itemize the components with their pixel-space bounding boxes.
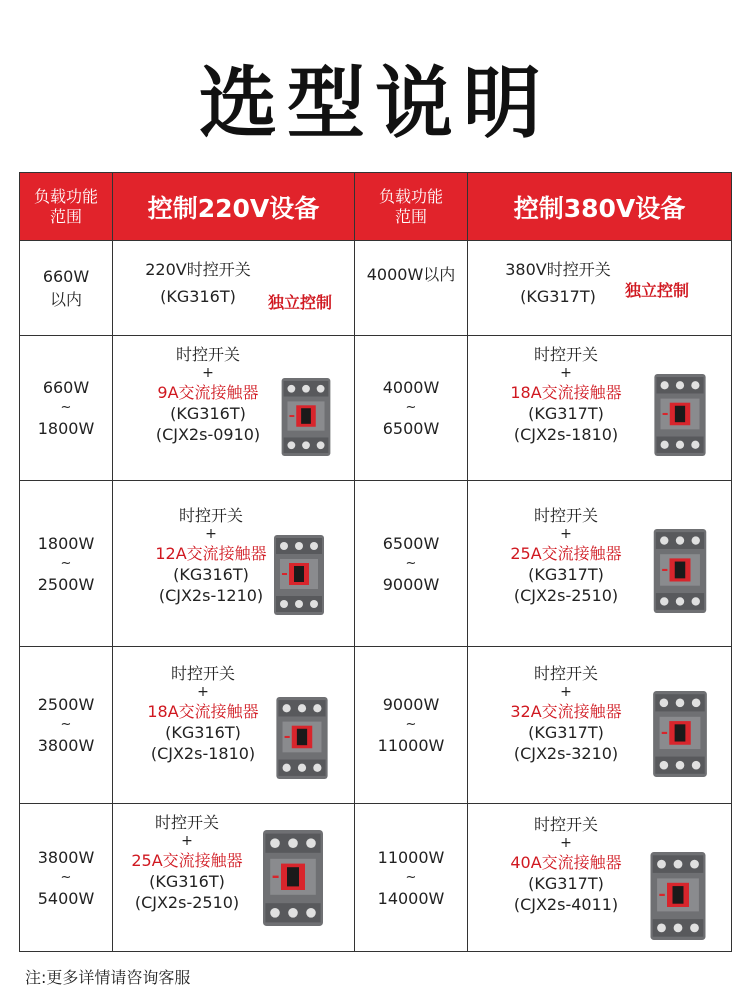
table-row: [20, 804, 732, 952]
range-cell-220: [20, 804, 113, 952]
spec-block: [128, 344, 288, 445]
spec-block: [486, 663, 646, 764]
contactor-label: 40A交流接触器: [510, 853, 622, 872]
switch-label: 时控开关: [154, 813, 219, 832]
range-tilde: ~: [60, 717, 72, 732]
switch-label: 时控开关: [533, 815, 598, 834]
range-bottom: 14000W: [377, 888, 445, 908]
independent-control-label: 独立控制: [268, 293, 333, 312]
ac-contactor-icon: [648, 852, 708, 940]
range-cell-220: [20, 481, 113, 647]
ac-contactor-icon: [651, 529, 709, 613]
ac-contactor-icon: [281, 378, 331, 456]
code-label: (CJX2s-4011): [513, 895, 619, 914]
spec-cell-380: [468, 336, 732, 481]
model-label: (KG316T): [165, 723, 241, 742]
model-label: (KG317T): [520, 287, 596, 306]
range-tilde: ~: [405, 869, 417, 885]
range-cell-380: [355, 647, 468, 804]
spec-block: [483, 259, 633, 307]
range-tilde: ~: [60, 869, 72, 885]
range-cell-220: [20, 647, 113, 804]
ac-contactor-icon: [275, 697, 329, 779]
spec-block: [123, 259, 273, 307]
spec-block: [486, 505, 646, 606]
spec-cell-380: [468, 481, 732, 647]
header-380v: 控制380V设备: [468, 173, 732, 241]
model-label: (KG316T): [149, 872, 225, 891]
range-bottom: 6500W: [382, 419, 440, 438]
model-label: (KG317T): [528, 565, 604, 584]
range-top: 4000W: [382, 378, 440, 397]
range-bottom: 以内: [49, 290, 82, 309]
contactor-label: 18A交流接触器: [147, 702, 259, 721]
model-label: (KG316T): [170, 404, 246, 423]
spec-block: [486, 814, 646, 915]
switch-label: 时控开关: [533, 506, 598, 525]
table-row: [20, 647, 732, 804]
plus-sign: +: [560, 365, 572, 381]
range-top: 9000W: [382, 695, 440, 714]
model-label: (KG317T): [528, 404, 604, 423]
model-label: (KG316T): [173, 565, 249, 584]
range-tilde: ~: [60, 555, 72, 571]
table-row: [20, 336, 732, 481]
spec-cell-220: [113, 481, 355, 647]
contactor-label: 12A交流接触器: [155, 544, 267, 563]
code-label: (CJX2s-1210): [158, 586, 264, 605]
contactor-label: 25A交流接触器: [131, 851, 243, 870]
range-bottom: 11000W: [377, 736, 445, 755]
range-cell-380: [355, 241, 468, 336]
switch-label: 时控开关: [533, 664, 598, 683]
range-tilde: ~: [60, 400, 72, 415]
table-header-row: [20, 173, 732, 241]
code-label: (CJX2s-0910): [155, 425, 261, 444]
table-row: [20, 481, 732, 647]
code-label: (CJX2s-1810): [513, 425, 619, 444]
plus-sign: +: [560, 835, 572, 851]
range-cell-220: [20, 336, 113, 481]
range-cell-380: [355, 481, 468, 647]
model-label: (KG317T): [528, 874, 604, 893]
plus-sign: +: [560, 684, 572, 700]
spec-block: [107, 812, 267, 913]
contactor-label: 9A交流接触器: [157, 383, 259, 402]
range-tilde: ~: [405, 400, 417, 415]
switch-label: 220V时控开关: [145, 260, 251, 279]
spec-cell-220: [113, 804, 355, 952]
range-top: 1800W: [37, 533, 95, 553]
ac-contactor-icon: [653, 374, 707, 456]
plus-sign: +: [197, 684, 209, 700]
ac-contactor-icon: [263, 830, 323, 926]
plus-sign: +: [560, 526, 572, 542]
ac-contactor-icon: [273, 535, 325, 615]
switch-label: 时控开关: [533, 345, 598, 364]
spec-cell-220: [113, 336, 355, 481]
contactor-label: 25A交流接触器: [510, 544, 622, 563]
independent-control-label: 独立控制: [625, 281, 690, 300]
header-220v: 控制220V设备: [113, 173, 355, 241]
switch-label: 时控开关: [175, 345, 240, 364]
range-cell-220: [20, 241, 113, 336]
code-label: (CJX2s-2510): [513, 586, 619, 605]
range-bottom: 9000W: [382, 574, 440, 594]
range-tilde: ~: [405, 717, 417, 732]
spec-cell-380: [468, 241, 732, 336]
range-bottom: 2500W: [37, 574, 95, 594]
range-top: 2500W: [37, 695, 95, 714]
range-top: 6500W: [382, 533, 440, 553]
table-row: [20, 241, 732, 336]
spec-cell-380: [468, 804, 732, 952]
switch-label: 380V时控开关: [505, 260, 611, 279]
spec-cell-220: [113, 647, 355, 804]
contactor-label: 32A交流接触器: [510, 702, 622, 721]
range-tilde: ~: [405, 555, 417, 571]
plus-sign: +: [205, 526, 217, 542]
model-label: (KG316T): [160, 287, 236, 306]
range-top: 11000W: [377, 847, 445, 867]
spec-cell-220: [113, 241, 355, 336]
range-bottom: 3800W: [37, 736, 95, 755]
range-bottom: 1800W: [37, 419, 95, 438]
spec-cell-380: [468, 647, 732, 804]
plus-sign: +: [202, 365, 214, 381]
code-label: (CJX2s-2510): [134, 893, 240, 912]
code-label: (CJX2s-1810): [150, 744, 256, 763]
spec-block: [123, 663, 283, 764]
contactor-label: 18A交流接触器: [510, 383, 622, 402]
switch-label: 时控开关: [170, 664, 235, 683]
spec-block: [131, 505, 291, 606]
range-bottom: 5400W: [37, 888, 95, 908]
model-label: (KG317T): [528, 723, 604, 742]
range-top: 660W: [42, 378, 90, 397]
range-cell-380: [355, 336, 468, 481]
spec-block: [486, 344, 646, 445]
range-top: 660W: [42, 267, 90, 286]
selection-table: [19, 172, 732, 952]
range-header-380: 负载功能 范围: [355, 173, 468, 241]
range-header-220: 负载功能 范围: [20, 173, 113, 241]
plus-sign: +: [181, 833, 193, 849]
range-cell-380: [355, 804, 468, 952]
range-top: 4000W以内: [366, 265, 456, 284]
range-top: 3800W: [37, 847, 95, 867]
ac-contactor-icon: [651, 691, 709, 777]
footnote: 注:更多详情请咨询客服: [25, 968, 191, 987]
code-label: (CJX2s-3210): [513, 744, 619, 763]
switch-label: 时控开关: [178, 506, 243, 525]
page-title: 选型说明: [198, 59, 551, 149]
